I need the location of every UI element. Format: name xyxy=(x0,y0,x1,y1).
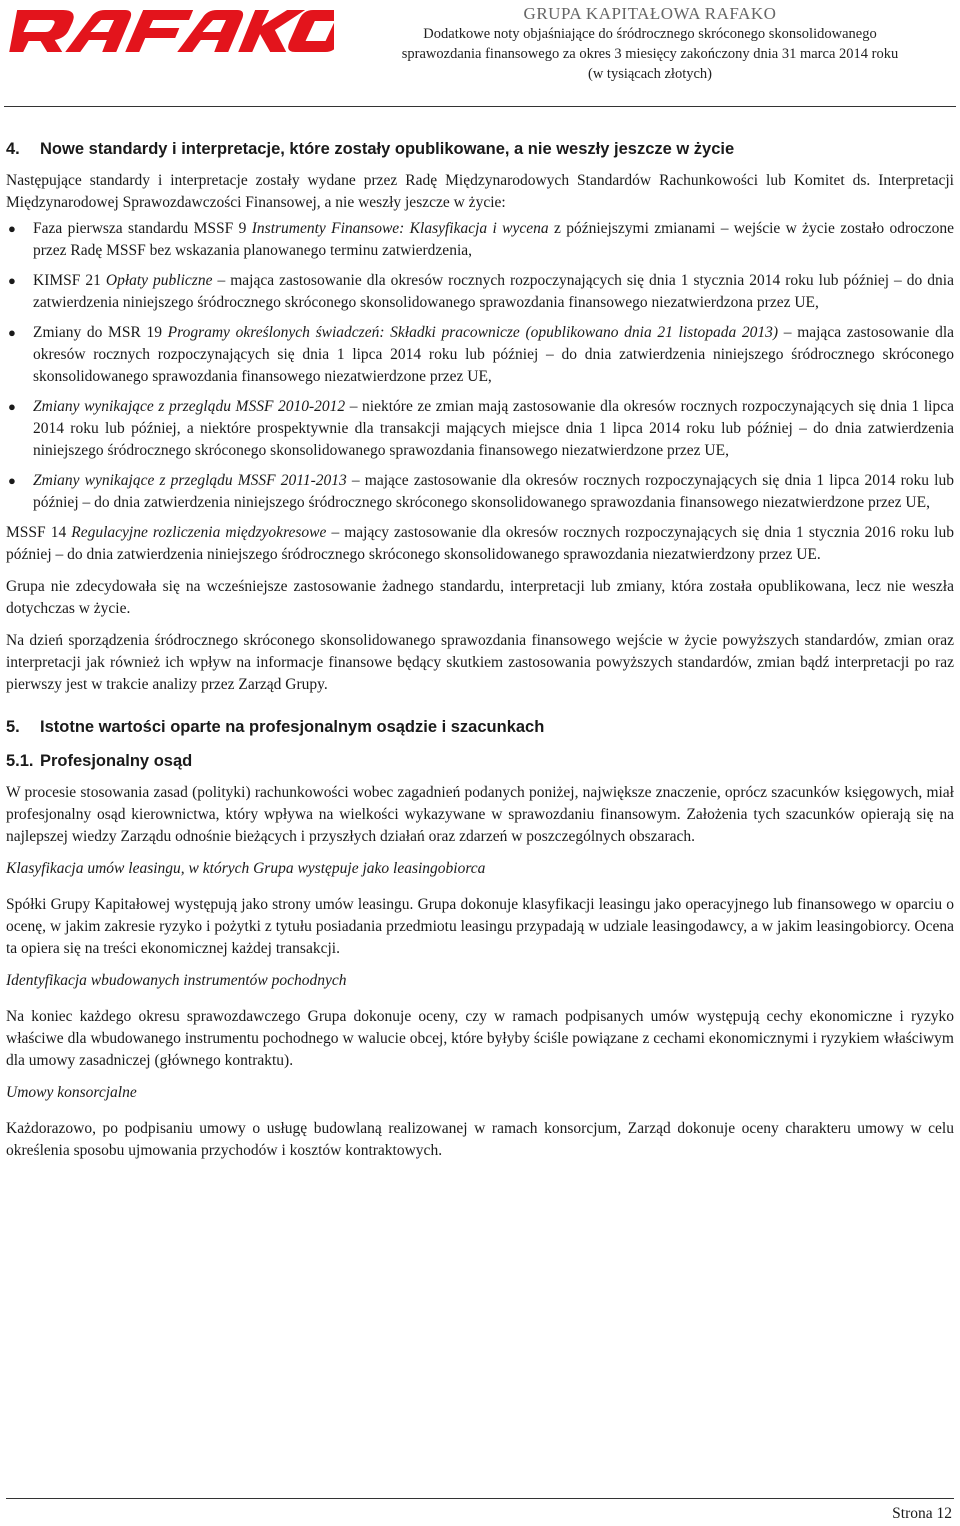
group-early-adoption-paragraph: Grupa nie zdecydowała się na wcześniejsze zastosowanie żadnego standardu, interpretacji lub zmiany, która została opublikowana, lecz nie weszła dotychczas w życie. xyxy=(6,578,954,617)
spacer xyxy=(6,566,954,576)
item-italic-title: Zmiany wynikające z przeglądu MSSF 2010-2012 xyxy=(33,398,346,415)
header-title: GRUPA KAPITAŁOWA RAFAKO xyxy=(523,4,777,23)
header-subtitle-line-2: sprawozdania finansowego za okres 3 miesięcy zakończony dnia 31 marca 2014 roku xyxy=(401,46,899,62)
item-text: – niektóre ze zmian mają zastosowanie dla okresów rocznych rozpoczynających się dnia 1 lipca 2014 roku lub później, a niektóre prospektywnie dla transakcji mających miejsce dnia 1 lipca 2014 roku lub później – do dnia zatwierdzenia niniejszego śródrocznego skróconego skonsolidowanego sprawozdania finansowego niezatwierdzone przez UE, xyxy=(33,398,954,459)
bullet-icon: ● xyxy=(8,325,16,340)
consortium-agreements-paragraph: Każdorazowo, po podpisaniu umowy o usługę budowlaną realizowanej w ramach konsorcjum, Zarząd dokonuje oceny charakteru umowy w celu określenia sposobu ujmowania przychodów i kosztów kontraktowych. xyxy=(6,1120,954,1159)
section-4-heading xyxy=(6,138,954,160)
item-text: Zmiany do MSR 19 xyxy=(33,324,168,341)
section-5-title: Istotne wartości oparte na profesjonalnym osądzie i szacunkach xyxy=(40,718,545,736)
professional-judgement-paragraph: W procesie stosowania zasad (polityki) rachunkowości wobec zagadnień podanych poniżej, największe znaczenie, oprócz szacunków księgowych, miał profesjonalny osąd kierownictwa, który wpływa na wielkości wykazywane w sprawozdaniu finansowym. Założenia tych szacunków opierają się na najlepszej wiedzy Zarządu odnośnie bieżących i przyszłych działań oraz zdarzeń w poszczególnych obszarach. xyxy=(6,784,954,845)
bullet-icon: ● xyxy=(8,473,16,488)
standards-list xyxy=(6,218,954,514)
bullet-icon: ● xyxy=(8,221,16,236)
spacer xyxy=(6,620,954,630)
item-text: KIMSF 21 xyxy=(33,272,106,289)
page-header xyxy=(0,0,960,108)
rafako-logo xyxy=(4,6,334,59)
item-text: – mająca zastosowanie dla okresów rocznych rozpoczynających się dnia 1 lipca 2014 roku lub później – do dnia zatwierdzenia niniejszego śródrocznego skróconego skonsolidowanego sprawozdania finansowego niezatwierdzone przez UE, xyxy=(33,324,954,385)
header-text-block xyxy=(340,4,960,84)
bullet-icon: ● xyxy=(8,273,16,288)
section-4-intro: Następujące standardy i interpretacje zostały wydane przez Radę Międzynarodowych Standardów Rachunkowości lub Komitet ds. Interpretacji Międzynarodowej Sprawozdawczości Finansowej, a nie weszły jeszcze w życie: xyxy=(6,172,954,211)
item-text: Faza pierwsza standardu MSSF 9 xyxy=(33,220,252,237)
embedded-derivatives-paragraph: Na koniec każdego okresu sprawozdawczego Grupa dokonuje oceny, czy w ramach podpisanych umów występują cechy ekonomiczne i ryzyko właściwe dla wbudowanego instrumentu pochodnego w walucie obcej, które byłyby ściśle powiązane z cechami ekonomicznymi i ryzykiem właściwym dla umowy zasadniczej (głównego kontraktu). xyxy=(6,1008,954,1069)
item-italic-title: Zmiany wynikające z przeglądu MSSF 2011-2013 xyxy=(33,472,347,489)
page-number: Strona 12 xyxy=(892,1505,952,1522)
mssf14-text: MSSF 14 xyxy=(6,524,72,541)
header-subtitle-line-1: Dodatkowe noty objaśniające do śródrocznego skróconego skonsolidowanego xyxy=(423,26,877,42)
consortium-agreements-subheading: Umowy konsorcjalne xyxy=(6,1084,137,1101)
document-body xyxy=(6,132,954,1162)
list-item xyxy=(6,322,954,388)
section-4-title: Nowe standardy i interpretacje, które zostały opublikowane, a nie weszły jeszcze w życie xyxy=(40,140,735,158)
item-text: – mające zastosowanie dla okresów rocznych rozpoczynających się dnia 1 lipca 2014 roku lub później – do dnia zatwierdzenia niniejszego śródrocznego skróconego skonsolidowanego sprawozdania finansowego niezatwierdzone przez UE, xyxy=(33,472,954,511)
item-italic-title: Instrumenty Finansowe: Klasyfikacja i wycena xyxy=(251,220,549,237)
section-5-1-title: Profesjonalny osąd xyxy=(40,752,193,770)
mssf14-text: – mający zastosowanie dla okresów rocznych rozpoczynających się dnia 1 stycznia 2016 roku lub później – do dnia zatwierdzenia niniejszego śródrocznego skróconego skonsolidowanego sprawozdania niezatwierdzony przez UE. xyxy=(6,524,954,563)
item-italic-title: Opłaty publiczne xyxy=(105,272,213,289)
impact-analysis-paragraph: Na dzień sporządzenia śródrocznego skróconego skonsolidowanego sprawozdania finansowego wejście w życie powyższych standardów, zmian oraz interpretacji jak również ich wpływ na informacje finansowe będący skutkiem zastosowania powyższych standardów, zmian bądź interpretacji po raz pierwszy jest w trakcie analizy przez Zarząd Grupy. xyxy=(6,632,954,693)
item-text: z późniejszymi zmianami – wejście w życie zostało odroczone przez Radę MSSF bez wskazania planowanego terminu zatwierdzenia, xyxy=(33,220,955,259)
header-divider xyxy=(4,106,956,107)
item-text: – mająca zastosowanie dla okresów rocznych rozpoczynających się dnia 1 stycznia 2014 roku lub później – do dnia zatwierdzenia niniejszego śródrocznego skróconego skonsolidowanego sprawozdania finansowego niezatwierdzona przez UE, xyxy=(33,272,954,311)
rafako-logo-mark xyxy=(4,6,334,54)
embedded-derivatives-subheading: Identyfikacja wbudowanych instrumentów pochodnych xyxy=(6,972,347,989)
leasing-classification-subheading: Klasyfikacja umów leasingu, w których Grupa występuje jako leasingobiorca xyxy=(6,860,486,877)
section-5-1-number: 5.1. xyxy=(6,752,34,770)
section-4-number: 4. xyxy=(6,140,20,158)
mssf14-paragraph xyxy=(6,522,954,566)
item-italic-title: Programy określonych świadczeń: Składki pracownicze (opublikowano dnia 21 listopada 2013) xyxy=(167,324,779,341)
section-5-number: 5. xyxy=(6,718,20,736)
list-item xyxy=(6,470,954,514)
header-currency-note: (w tysiącach złotych) xyxy=(587,66,712,82)
list-item xyxy=(6,270,954,314)
list-item xyxy=(6,218,954,262)
footer-divider xyxy=(6,1498,954,1499)
spacer xyxy=(6,696,954,710)
bullet-icon: ● xyxy=(8,399,16,414)
list-item xyxy=(6,396,954,462)
section-5-1-heading xyxy=(6,750,954,772)
leasing-classification-paragraph: Spółki Grupy Kapitałowej występują jako strony umów leasingu. Grupa dokonuje klasyfikacji leasingu jako operacyjnego lub finansowego w oparciu o ocenę, w jakim zakresie ryzyko i pożytki z tytułu posiadania przedmiotu leasingu przypadają w udziale leasingodawcy, a w jakim leasingobiorcy. Ocena ta opiera się na treści ekonomicznej każdej transakcji. xyxy=(6,896,954,957)
section-5-heading xyxy=(6,716,954,738)
mssf14-italic-title: Regulacyjne rozliczenia międzyokresowe xyxy=(71,524,327,541)
